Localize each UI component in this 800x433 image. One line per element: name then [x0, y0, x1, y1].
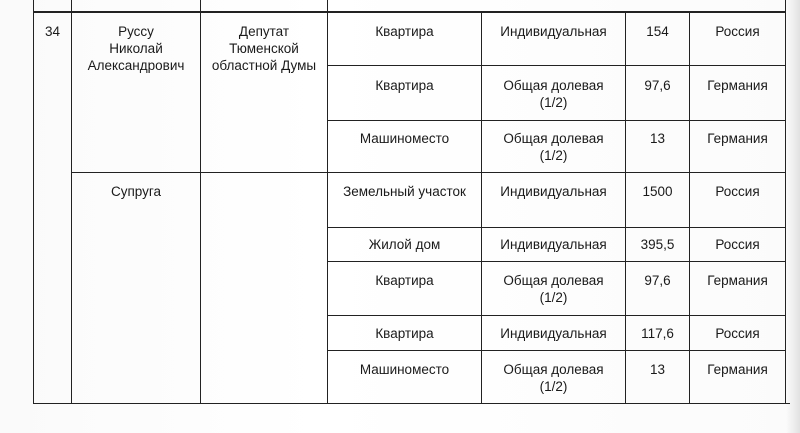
property-type: Квартира — [375, 24, 434, 39]
property-type: Земельный участок — [343, 184, 466, 199]
row-separator — [327, 261, 786, 262]
property-country: Германия — [707, 78, 768, 93]
row-separator — [327, 65, 786, 66]
table-border-left — [33, 0, 34, 404]
page-edge-shadow — [786, 0, 800, 433]
person-separator — [71, 172, 786, 173]
ownership-type: Общая долевая (1/2) — [503, 362, 604, 394]
row-separator — [327, 120, 786, 121]
property-type: Жилой дом — [368, 237, 441, 252]
col-divider-ownership — [625, 12, 626, 404]
row-separator — [327, 350, 786, 351]
person-name: Руссу Николай Александрович — [87, 24, 185, 73]
property-country: Германия — [707, 362, 768, 377]
property-country: Германия — [707, 273, 768, 288]
property-area: 97,6 — [644, 273, 671, 288]
property-area: 13 — [649, 131, 666, 146]
row-separator — [327, 227, 786, 228]
property-area: 1500 — [642, 184, 673, 199]
property-area: 395,5 — [640, 237, 675, 252]
property-area: 154 — [646, 24, 669, 39]
property-country: Россия — [715, 184, 760, 199]
row-separator — [327, 315, 786, 316]
property-type: Машиноместо — [359, 131, 450, 146]
table-border-top — [34, 11, 786, 13]
table-border-bottom — [34, 403, 790, 404]
col-divider-type — [481, 12, 482, 404]
property-type: Машиноместо — [359, 362, 450, 377]
ownership-type: Общая долевая (1/2) — [503, 273, 604, 305]
ownership-type: Индивидуальная — [500, 184, 607, 199]
property-country: Россия — [715, 24, 760, 39]
col-divider-area — [689, 12, 690, 404]
property-type: Квартира — [375, 273, 434, 288]
property-area: 117,6 — [641, 326, 674, 341]
property-area: 13 — [649, 362, 666, 377]
property-country: Германия — [707, 131, 768, 146]
property-type: Квартира — [375, 78, 434, 93]
property-country: Россия — [715, 237, 760, 252]
property-area: 97,6 — [644, 78, 671, 93]
spouse-label: Супруга — [110, 184, 162, 199]
ownership-type: Индивидуальная — [500, 237, 607, 252]
ownership-type: Индивидуальная — [500, 326, 607, 341]
col-divider-position — [327, 0, 328, 404]
property-country: Россия — [715, 326, 760, 341]
ownership-type: Индивидуальная — [500, 24, 607, 39]
ownership-type: Общая долевая (1/2) — [503, 78, 604, 110]
row-number: 34 — [44, 24, 61, 39]
ownership-type: Общая долевая (1/2) — [503, 131, 604, 163]
property-type: Квартира — [375, 326, 434, 341]
person-position: Депутат Тюменской областной Думы — [211, 24, 317, 73]
